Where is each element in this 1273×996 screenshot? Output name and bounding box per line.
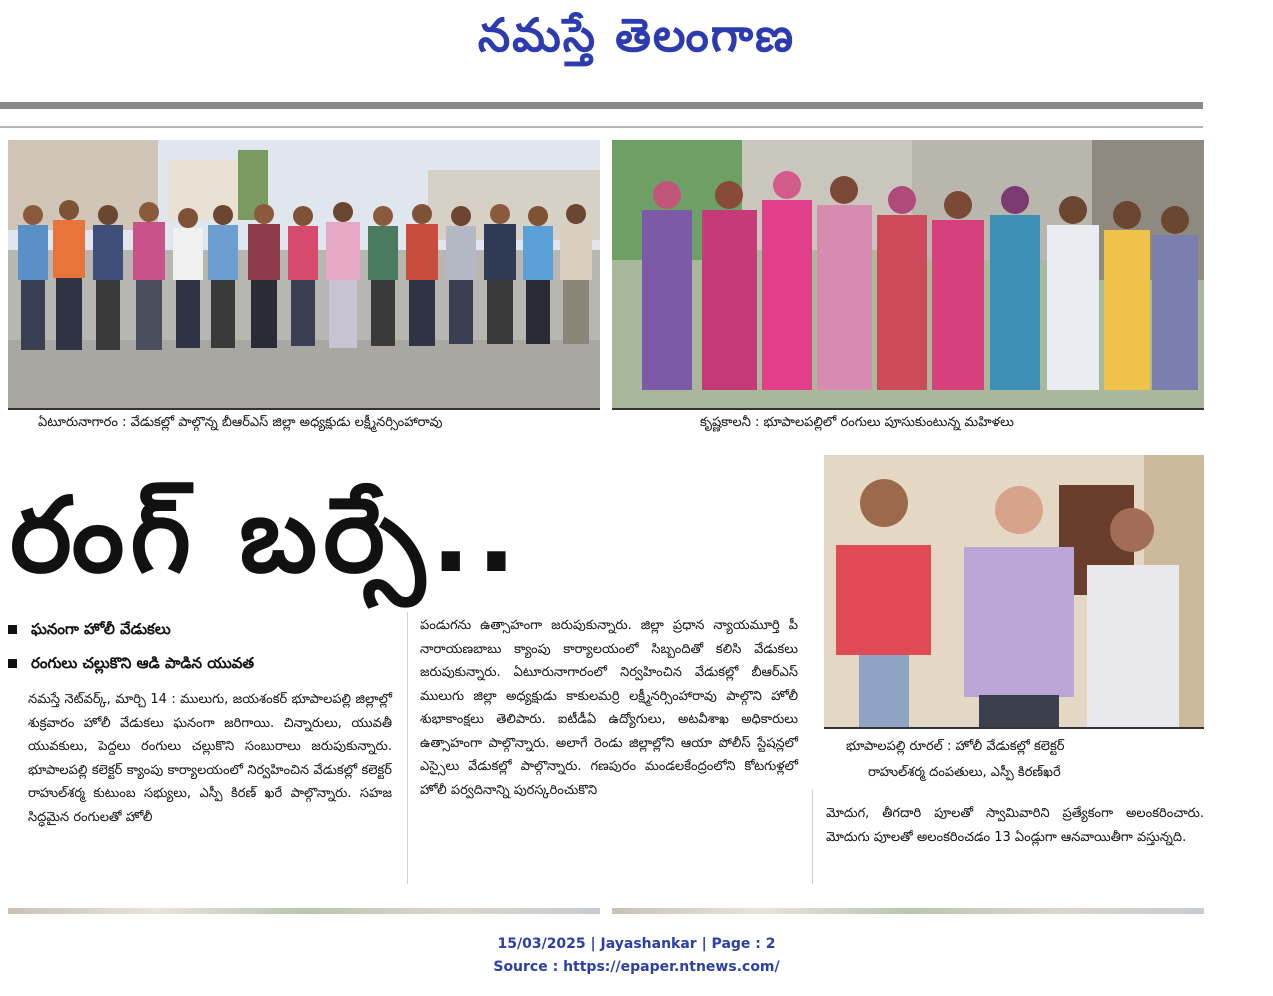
- photo-caption-3-line1: భూపాలపల్లి రూరల్ : హోలీ వేడుకల్లో కలెక్టర్: [846, 739, 1065, 754]
- photo-women-group-image: [612, 140, 1204, 408]
- bullet-2: [8, 652, 254, 674]
- masthead-rule: [0, 102, 1203, 109]
- masthead-title: నమస్తే తెలంగాణ: [477, 8, 796, 62]
- article-column-3: [826, 802, 1204, 849]
- column-separator-2: [812, 790, 813, 884]
- column-separator: [407, 612, 408, 884]
- bullet-square-icon: [8, 659, 17, 668]
- photo-men-group: [8, 140, 600, 408]
- caption-rule-2: [612, 408, 1204, 410]
- newspaper-masthead: [0, 0, 1273, 80]
- photo-collector-image: [824, 455, 1204, 727]
- bullet-2-text: రంగులు చల్లుకొని ఆడి పాడిన యువత: [31, 654, 255, 672]
- photo-caption-2: కృష్ణకాలనీ : భూపాలపల్లిలో రంగులు పూసుకుంటున్న మహిళలు: [700, 415, 1014, 430]
- bullet-1: [8, 618, 171, 640]
- article-column-1-text: నమస్తే నెట్‌వర్క్, మార్చి 14 : ములుగు, జయశంకర్ భూపాలపల్లి జిల్లాల్లో శుక్రవారం హోలీ వేడుకలు ఘనంగా జరిగాయి. చిన్నారులు, యువతీ యువకులు, పెద్దలు రంగులు చల్లుకొని సంబురాలు జరుపుకున్నారు. భూపాలపల్లి కలెక్టర్ క్యాంపు కార్యాలయంలో నిర్వహించిన వేడుకల్లో కలెక్టర్ రాహుల్‌శర్మ కుటుంబ సభ్యులు, ఎస్పీ కిరణ్ ఖరే పాల్గొన్నారు. సహజ సిద్ధమైన రంగులతో హోలీ: [28, 692, 392, 825]
- footer-source: Source : https://epaper.ntnews.com/: [493, 959, 780, 975]
- photo-women-group: [612, 140, 1204, 408]
- caption-rule-3: [824, 727, 1204, 729]
- bullet-1-text: ఘనంగా హోలీ వేడుకలు: [31, 620, 171, 638]
- photo-strip-left: [8, 908, 600, 914]
- bullet-square-icon: [8, 625, 17, 634]
- masthead-rule-thin: [0, 126, 1203, 128]
- article-column-2: [420, 614, 798, 802]
- photo-caption-1: ఏటూరునాగారం : వేడుకల్లో పాల్గొన్న బీఆర్ఎస్ జిల్లా అధ్యక్షుడు లక్ష్మీనర్సింహారావు: [38, 415, 443, 430]
- photo-men-group-image: [8, 140, 600, 408]
- footer-date-page: 15/03/2025 | Jayashankar | Page : 2: [497, 936, 776, 952]
- photo-strip-right: [612, 908, 1204, 914]
- photo-caption-3-line2: రాహుల్‌శర్మ దంపతులు, ఎస్పీ కిరణ్‌ఖరే: [868, 765, 1061, 780]
- caption-rule-1: [8, 408, 600, 410]
- article-column-3-text: మోదుగ, తీగదారి పూలతో స్వామివారిని ప్రత్యేకంగా అలంకరించారు. మోదుగు పూలతో అలంకరించడం 13 ఏండ్లుగా ఆనవాయితీగా వస్తున్నది.: [826, 806, 1204, 845]
- headline: రంగ్ బర్సే..: [10, 474, 523, 596]
- article-column-2-text: పండుగను ఉత్సాహంగా జరుపుకున్నారు. జిల్లా ప్రధాన న్యాయమూర్తి పీ నారాయణబాబు క్యాంపు కార్యాలయంలో సిబ్బందితో కలిసి వేడుకలు జరుపుకున్నారు. ఏటూరునాగారంలో నిర్వహించిన వేడుకల్లో బీఆర్ఎస్ ములుగు జిల్లా అధ్యక్షుడు కాకులమర్రి లక్ష్మీనర్సింహారావు పాల్గొని హోలీ శుభాకాంక్షలు తెలిపారు. ఐటీడీఏ ఉద్యోగులు, అటవీశాఖ అధికారులు ఉత్సాహంగా పాల్గొన్నారు. అలాగే రెండు జిల్లాల్లోని ఆయా పోలీస్ స్టేషన్లలో ఎస్సైలు వేడుకల్లో పాల్గొన్నారు. గణపురం మండలకేంద్రంలోని కోటగుళ్లలో హోలీ పర్వదినాన్ని పురస్కరించుకొని: [420, 618, 798, 798]
- article-column-1: [28, 688, 392, 829]
- photo-collector: [824, 455, 1204, 727]
